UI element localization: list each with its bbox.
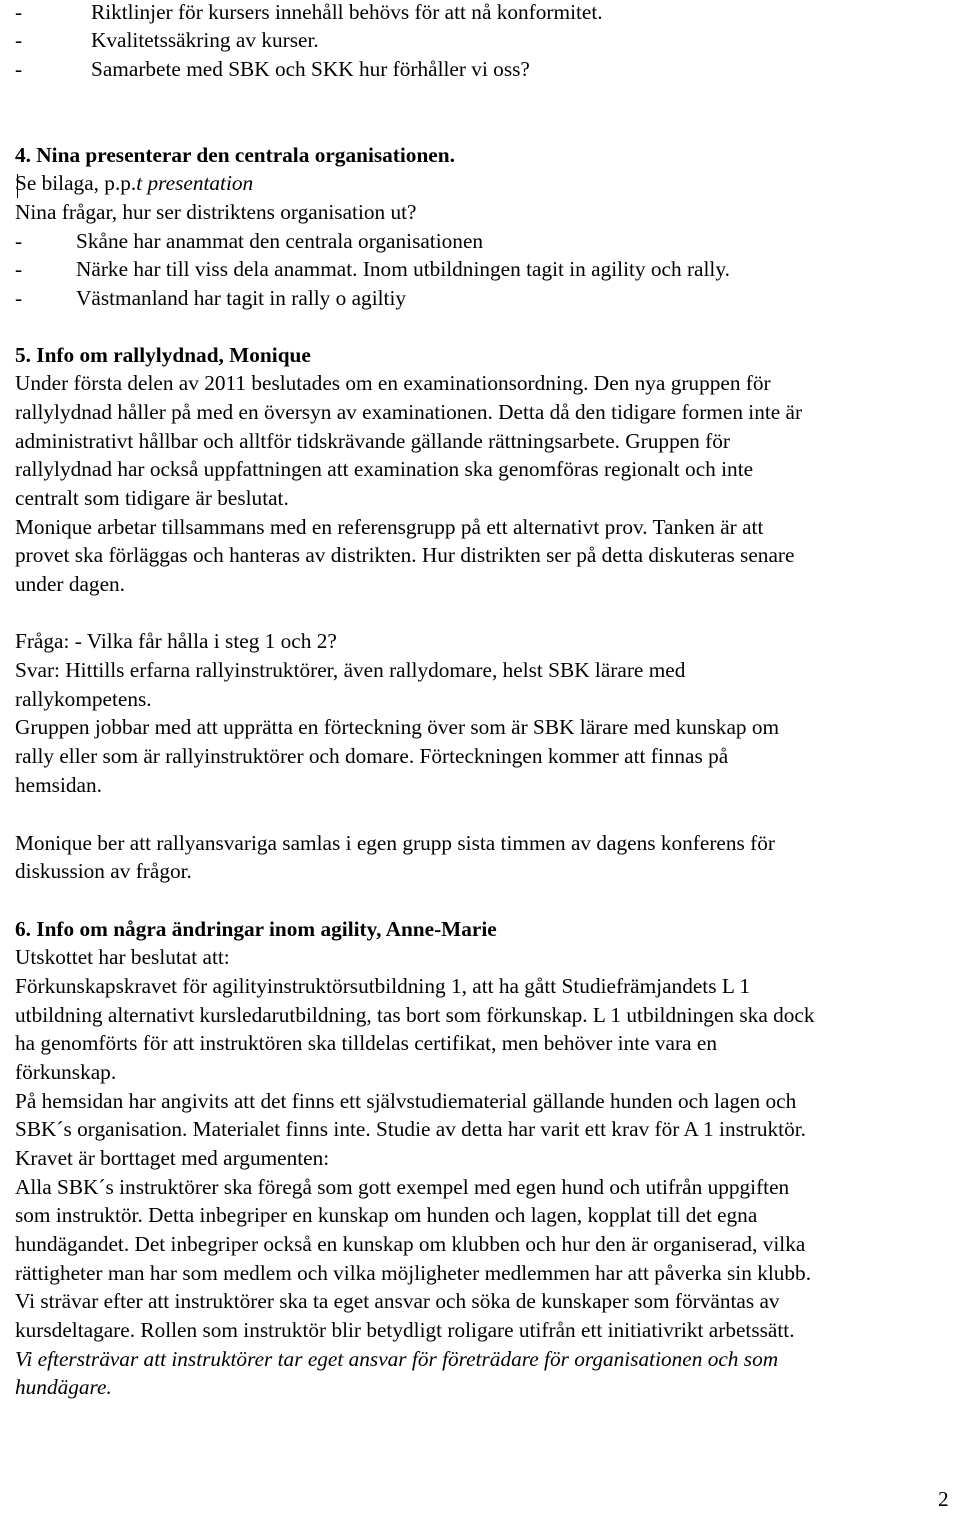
section-6-line: förkunskap.: [15, 1060, 117, 1084]
bullet-text: Riktlinjer för kursers innehåll behövs för att nå konformitet.: [91, 0, 603, 24]
section-6-line: kursdeltagare. Rollen som instruktör blir betydligt roligare utifrån ett initiativrikt arbetssätt.: [15, 1318, 795, 1342]
section-4-line: [15, 169, 253, 198]
bullet-text: Samarbete med SBK och SKK hur förhåller vi oss?: [91, 57, 530, 81]
question-line: Fråga: - Vilka får hålla i steg 1 och 2?: [15, 629, 337, 653]
section-5-line: hemsidan.: [15, 773, 102, 797]
dash-marker: -: [15, 28, 23, 52]
section-5-line: administrativt hållbar och alltför tidskrävande gällande rättningsarbete. Gruppen för: [15, 429, 730, 453]
section-6-italic-line: hundägare.: [15, 1375, 112, 1399]
section-4-heading: 4. Nina presenterar den centrala organisationen.: [15, 143, 455, 167]
section-6-line: På hemsidan har angivits att det finns ett självstudiematerial gällande hunden och lagen och: [15, 1089, 797, 1113]
bullet-text: Kvalitetssäkring av kurser.: [91, 28, 319, 52]
section-6-line: ha genomförts för att instruktören ska tilldelas certifikat, men behöver inte vara en: [15, 1031, 717, 1055]
section-4-line: Nina frågar, hur ser distriktens organisation ut?: [15, 200, 417, 224]
section-5-line: Monique ber att rallyansvariga samlas i egen grupp sista timmen av dagens konferens för: [15, 831, 775, 855]
section-6-line: Vi strävar efter att instruktörer ska ta eget ansvar och söka de kunskaper som förväntas av: [15, 1289, 780, 1313]
answer-line: rallykompetens.: [15, 687, 152, 711]
section-5-line: Under första delen av 2011 beslutades om en examinationsordning. Den nya gruppen för: [15, 371, 771, 395]
section-6-line: SBK´s organisation. Materialet finns inte. Studie av detta har varit ett krav för A 1 instruktör.: [15, 1117, 806, 1141]
bullet-text: Västmanland har tagit in rally o agiltiy: [76, 286, 407, 310]
page-number: 2: [938, 1487, 949, 1511]
section-6-line: Utskottet har beslutat att:: [15, 945, 230, 969]
section-5-line: rallylydnad håller på med en översyn av examinationen. Detta då den tidigare formen inte är: [15, 400, 803, 424]
section-5-line: centralt som tidigare är beslutat.: [15, 486, 289, 510]
dash-marker: -: [15, 286, 23, 310]
section-6-line: Förkunskapskravet för agilityinstruktörsutbildning 1, att ha gått Studiefrämjandets L 1: [15, 974, 751, 998]
section-6-line: rättigheter man har som medlem och vilka möjligheter medlemmen har att påverka sin klubb.: [15, 1261, 812, 1285]
text-run: Se bilaga, p.p.: [15, 171, 137, 195]
section-5-line: diskussion av frågor.: [15, 859, 192, 883]
section-5-line: rallylydnad har också uppfattningen att examination ska genomföras regionalt och inte: [15, 457, 754, 481]
text-run-italic: t presentation: [136, 171, 254, 195]
section-6-italic-line: Vi eftersträvar att instruktörer tar eget ansvar för företrädare för organisationen och som: [15, 1347, 779, 1371]
section-5-line: provet ska förläggas och hanteras av distrikten. Hur distrikten ser på detta diskuteras senare: [15, 543, 795, 567]
bullet-text: Skåne har anammat den centrala organisationen: [76, 229, 484, 253]
dash-marker: -: [15, 229, 23, 253]
section-5-line: Monique arbetar tillsammans med en referensgrupp på ett alternativt prov. Tanken är att: [15, 515, 764, 539]
dash-marker: -: [15, 57, 23, 81]
section-6-heading: 6. Info om några ändringar inom agility, Anne-Marie: [15, 917, 497, 941]
bullet-text: Närke har till viss dela anammat. Inom utbildningen tagit in agility och rally.: [76, 257, 730, 281]
section-6-line: hundägandet. Det inbegriper också en kunskap om klubben och hur den är organiserad, vilka: [15, 1232, 806, 1256]
section-5-line: rally eller som är rallyinstruktörer och domare. Förteckningen kommer att finnas på: [15, 744, 729, 768]
section-6-line: Kravet är borttaget med argumenten:: [15, 1146, 330, 1170]
section-5-line: Gruppen jobbar med att upprätta en förteckning över som är SBK lärare med kunskap om: [15, 715, 780, 739]
section-6-line: utbildning alternativt kursledarutbildning, tas bort som förkunskap. L 1 utbildningen ska dock: [15, 1003, 815, 1027]
answer-line: Svar: Hittills erfarna rallyinstruktörer, även rallydomare, helst SBK lärare med: [15, 658, 686, 682]
section-5-heading: 5. Info om rallylydnad, Monique: [15, 343, 311, 367]
section-6-line: Alla SBK´s instruktörer ska föregå som gott exempel med egen hund och utifrån uppgiften: [15, 1175, 790, 1199]
section-5-line: under dagen.: [15, 572, 125, 596]
dash-marker: -: [15, 0, 23, 24]
dash-marker: -: [15, 257, 23, 281]
section-6-line: som instruktör. Detta inbegriper en kunskap om hunden och lagen, kopplat till det egna: [15, 1203, 758, 1227]
